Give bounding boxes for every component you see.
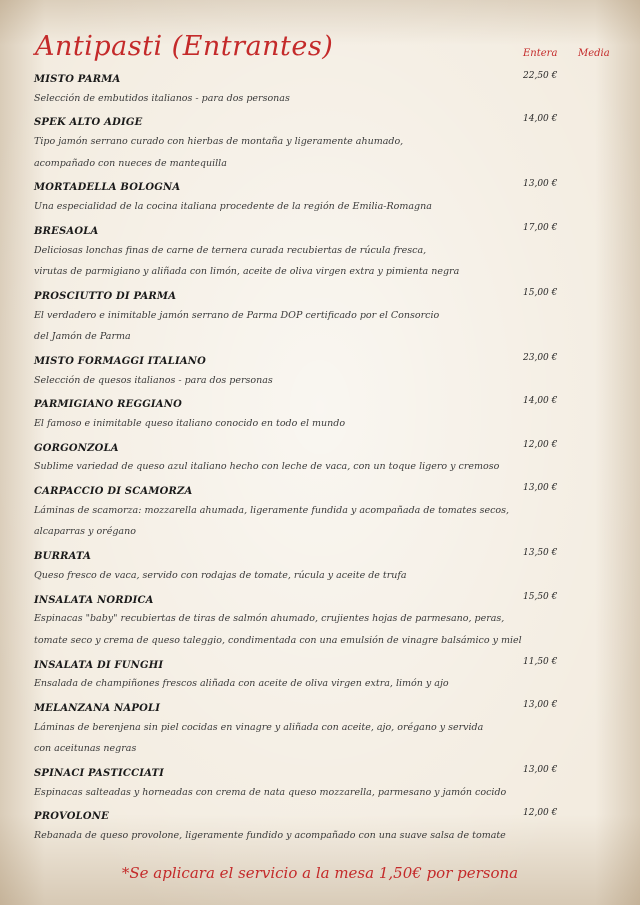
dish-price: 22,50 € <box>523 71 558 81</box>
dish-price: 23,00 € <box>523 352 558 363</box>
service-charge-note: *Se aplicara el servicio a la mesa 1,50€ por persona <box>121 864 519 882</box>
menu-item-header <box>34 391 594 413</box>
menu-item <box>34 435 594 478</box>
menu-item <box>34 587 594 652</box>
dish-description: del Jamón de Parma <box>34 331 131 343</box>
dish-name: BURRATA <box>34 551 92 563</box>
menu-item-header <box>34 543 594 565</box>
menu-item-header <box>34 803 594 825</box>
dish-description: tomate seco y crema de queso taleggio, condimentada con una emulsión de vinagre balsámico y miel <box>34 634 522 646</box>
dish-description: Selección de quesos italianos - para dos personas <box>34 374 273 386</box>
dish-price: 13,00 € <box>523 179 558 190</box>
dish-price: 14,00 € <box>523 396 558 407</box>
dish-name: INSALATA NORDICA <box>34 594 154 606</box>
dish-price: 11,50 € <box>523 656 558 667</box>
menu-item-header <box>34 218 594 240</box>
dish-description: Espinacas salteadas y horneadas con crema de nata queso mozzarella, parmesano y jamón cocido <box>34 786 507 798</box>
menu-item-header <box>34 587 594 609</box>
dish-description: Selección de embutidos italianos - para dos personas <box>34 92 290 104</box>
menu-item <box>34 478 594 543</box>
page-title: Antipasti (Entrantes) <box>35 31 334 62</box>
menu-item-header <box>34 760 594 782</box>
dish-price: 12,00 € <box>523 439 558 450</box>
menu-item-header <box>34 478 594 500</box>
dish-name: BRESAOLA <box>34 225 99 237</box>
column-header-media: Media <box>578 48 610 59</box>
menu-item-header <box>34 174 594 196</box>
dish-name: MORTADELLA BOLOGNA <box>34 182 181 194</box>
dish-description: El verdadero e inimitable jamón serrano de Parma DOP certificado por el Consorcio <box>34 309 440 321</box>
dish-price: 17,00 € <box>523 222 558 233</box>
dish-description: virutas de parmigiano y aliñada con limón, aceite de oliva virgen extra y pimienta negra <box>34 266 460 278</box>
menu-item-header <box>34 66 594 88</box>
menu-item <box>34 803 594 846</box>
menu-item <box>34 218 594 283</box>
menu-item <box>34 760 594 803</box>
dish-name: MISTO FORMAGGI ITALIANO <box>34 355 207 367</box>
dish-description: El famoso e inimitable queso italiano conocido en todo el mundo <box>34 418 346 429</box>
dish-name: GORGONZOLA <box>34 442 119 454</box>
dish-description: con aceitunas negras <box>34 743 137 755</box>
dish-description: Rebanada de queso provolone, ligeramente fundido y acompañado con una suave salsa de tomate <box>34 830 506 842</box>
dish-price: 13,00 € <box>523 699 558 710</box>
dish-description: Ensalada de champiñones frescos aliñada con aceite de oliva virgen extra, limón y ajo <box>34 678 449 690</box>
menu-item-header <box>34 695 594 717</box>
menu-item-header <box>34 652 594 674</box>
dish-description: Una especialidad de la cocina italiana procedente de la región de Emilia-Romagna <box>34 201 432 213</box>
dish-name: PARMIGIANO REGGIANO <box>34 399 183 411</box>
dish-price: 13,50 € <box>523 548 558 559</box>
dish-name: SPINACI PASTICCIATI <box>34 768 165 779</box>
menu-item-header <box>34 109 594 131</box>
menu-item <box>34 174 594 217</box>
dish-price: 13,00 € <box>523 483 558 494</box>
menu-item <box>34 348 594 391</box>
dish-name: PROSCIUTTO DI PARMA <box>34 290 177 302</box>
dish-description: alcaparras y orégano <box>34 526 136 538</box>
dish-description: Deliciosas lonchas finas de carne de ternera curada recubiertas de rúcula fresca, <box>34 244 427 256</box>
menu-item <box>34 283 594 348</box>
dish-description: Láminas de berenjena sin piel cocidas en vinagre y aliñada con aceite, ajo, orégano y servida <box>34 721 484 733</box>
menu-list <box>34 66 594 847</box>
menu-item <box>34 652 594 695</box>
dish-name: PROVOLONE <box>34 811 109 823</box>
dish-description: Espinacas "baby" recubiertas de tiras de salmón ahumado, crujientes hojas de parmesano, peras, <box>34 613 505 625</box>
dish-price: 14,00 € <box>523 114 558 125</box>
menu-item <box>34 543 594 586</box>
menu-item-header <box>34 348 594 370</box>
menu-item <box>34 695 594 760</box>
dish-description: Sublime variedad de queso azul italiano hecho con leche de vaca, con un toque ligero y cremoso <box>34 461 500 473</box>
dish-description: Queso fresco de vaca, servido con rodajas de tomate, rúcula y aceite de trufa <box>34 569 407 581</box>
menu-item <box>34 109 594 174</box>
dish-description: Tipo jamón serrano curado con hierbas de montaña y ligeramente ahumado, <box>34 136 404 148</box>
menu-item-header <box>34 435 594 457</box>
dish-price: 15,00 € <box>523 287 558 298</box>
menu-item <box>34 391 594 434</box>
dish-name: MISTO PARMA <box>34 74 121 85</box>
dish-name: CARPACCIO DI SCAMORZA <box>34 486 193 498</box>
dish-price: 15,50 € <box>523 591 558 602</box>
dish-price: 13,00 € <box>523 765 558 775</box>
dish-name: INSALATA DI FUNGHI <box>34 659 164 671</box>
menu-item <box>34 66 594 109</box>
dish-name: MELANZANA NAPOLI <box>34 702 161 714</box>
dish-price: 12,00 € <box>523 808 558 819</box>
dish-description: Láminas de scamorza: mozzarella ahumada, ligeramente fundida y acompañada de tomates secos, <box>34 504 510 516</box>
dish-description: acompañado con nueces de mantequilla <box>34 157 227 169</box>
column-header-entera: Entera <box>523 48 558 59</box>
menu-item-header <box>34 283 594 305</box>
dish-name: SPEK ALTO ADIGE <box>34 117 143 129</box>
